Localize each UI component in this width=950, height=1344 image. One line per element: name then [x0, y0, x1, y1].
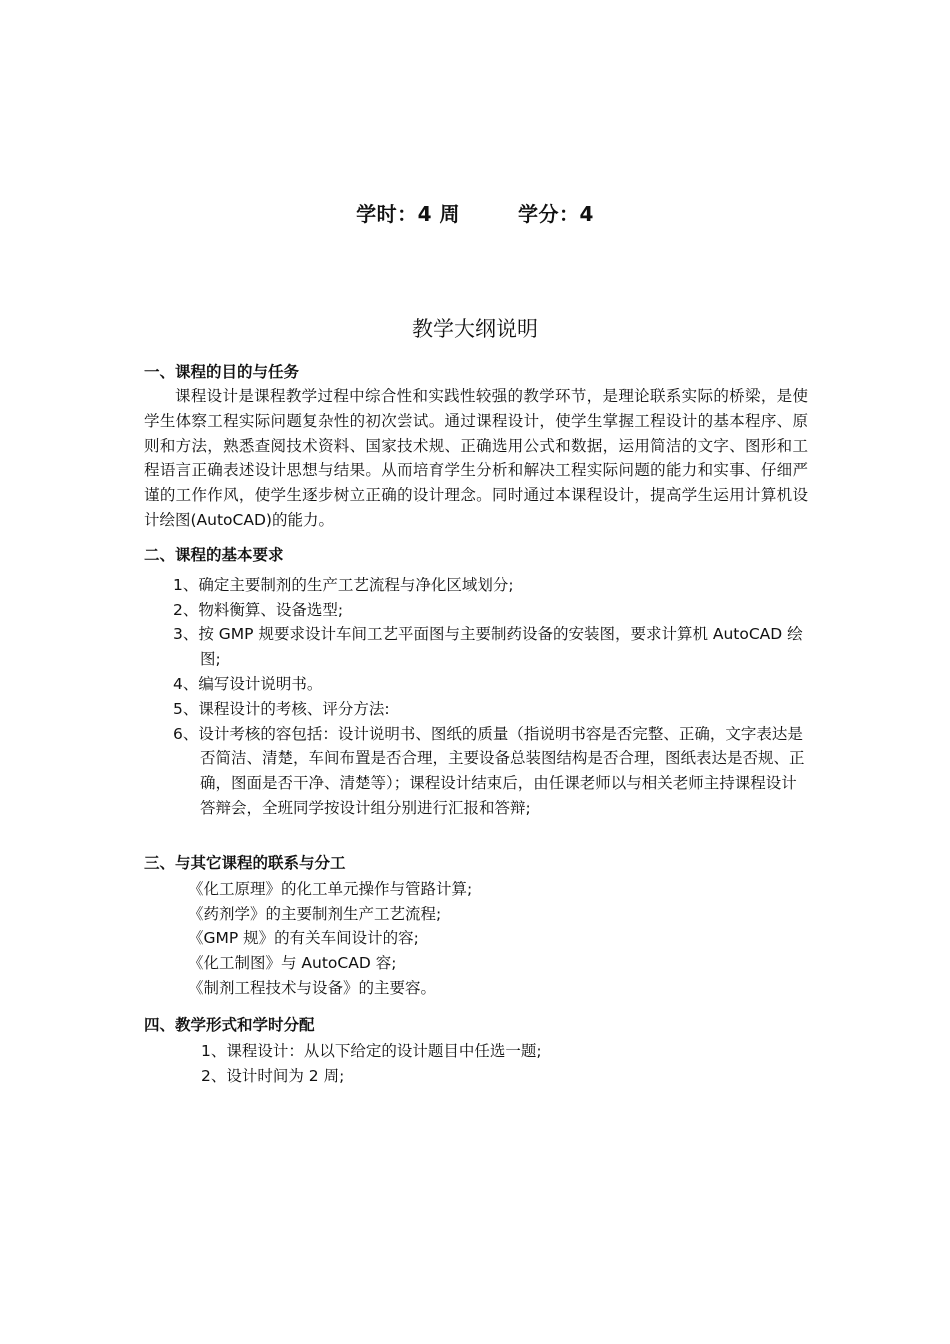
hours-credits-line	[0, 198, 950, 227]
list-item: 《制剂工程技术与设备》的主要容。	[188, 978, 437, 997]
teaching-form-list	[144, 1039, 808, 1089]
purpose-paragraph: 课程设计是课程教学过程中综合性和实践性较强的教学环节，是理论联系实际的桥梁，是使学生体察工程实际问题复杂性的初次尝试。通过课程设计，使学生掌握工程设计的基本程序、原则和方法，熟悉查阅技术资料、国家技术规、正确选用公式和数据，运用简洁的文字、图形和工程语言正确表述设计思想与结果。从而培育学生分析和解决工程实际问题的能力和实事、仔细严谨的工作作风，使学生逐步树立正确的设计理念。同时通过本课程设计，提高学生运用计算机设计绘图(AutoCAD)的能力。	[144, 387, 808, 529]
section-heading-relations: 三、与其它课程的联系与分工	[144, 853, 346, 872]
section-heading-purpose: 一、课程的目的与任务	[144, 363, 300, 381]
related-courses-list	[144, 877, 808, 1001]
list-item: 2、设计时间为 2 周;	[201, 1066, 345, 1085]
list-item: 《化工原理》的化工单元操作与管路计算;	[188, 879, 473, 898]
document-body	[144, 360, 808, 1088]
list-item: 《化工制图》与 AutoCAD 容;	[188, 954, 397, 973]
list-item: 4、编写设计说明书。	[173, 674, 323, 693]
list-item: 《药剂学》的主要制剂生产工艺流程;	[188, 904, 442, 923]
course-credits: 学分：4	[517, 202, 594, 226]
section-heading-requirements: 二、课程的基本要求	[144, 545, 284, 564]
document-title: 教学大纲说明	[412, 317, 538, 341]
list-item: 1、确定主要制剂的生产工艺流程与净化区域划分;	[173, 575, 514, 594]
requirements-list	[144, 573, 808, 821]
course-hours: 学时：4 周	[356, 202, 460, 226]
section-heading-teaching-form: 四、教学形式和学时分配	[144, 1015, 315, 1034]
list-item: 6、设计考核的容包括：设计说明书、图纸的质量（指说明书容是否完整、正确，文字表达是否简洁、清楚，车间布置是否合理，主要设备总装图结构是否合理，图纸表达是否规、正确，图面是否干净、清楚等）；课程设计结束后，由任课老师以与相关老师主持课程设计答辩会，全班同学按设计组分别进行汇报和答辩;	[173, 724, 805, 817]
list-item: 5、课程设计的考核、评分方法:	[173, 699, 390, 718]
list-item: 《GMP 规》的有关车间设计的容;	[188, 929, 419, 948]
list-item: 3、按 GMP 规要求设计车间工艺平面图与主要制药设备的安装图，要求计算机 AutoCAD 绘图;	[173, 625, 803, 669]
list-item: 1、课程设计：从以下给定的设计题目中任选一题;	[201, 1041, 542, 1060]
list-item: 2、物料衡算、设备选型;	[173, 600, 344, 619]
